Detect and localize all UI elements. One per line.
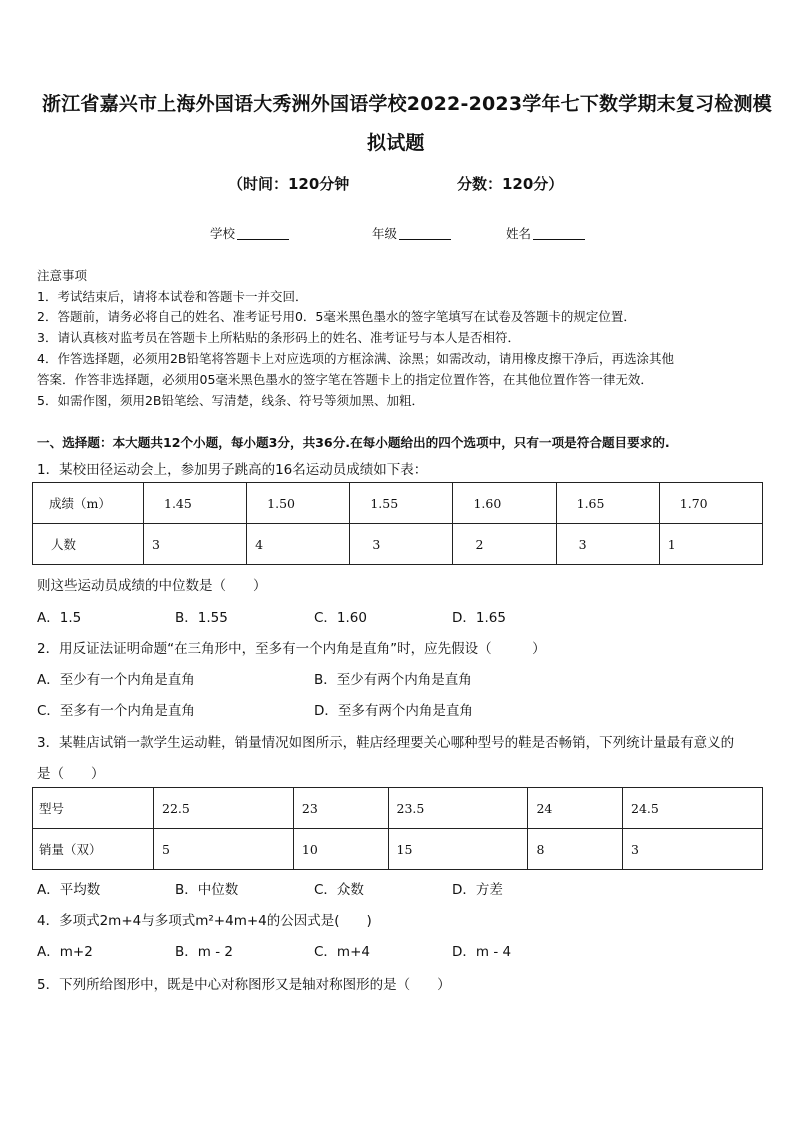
question-3-stem-cont: 是（ ） xyxy=(37,766,105,782)
table-cell: 23 xyxy=(293,788,388,829)
question-1-option-d[interactable]: D．1.65 xyxy=(452,610,506,626)
table-cell: 15 xyxy=(388,829,528,870)
table-cell: 4 xyxy=(247,524,350,565)
notes-heading: 注意事项 xyxy=(37,268,88,283)
question-3-option-c[interactable]: C．众数 xyxy=(314,882,364,898)
exam-score: 分数：120分） xyxy=(457,175,564,193)
table-cell: 人数 xyxy=(33,524,144,565)
section-heading: 一、选择题：本大题共12个小题，每小题3分，共36分.在每小题给出的四个选项中，只有一项是符合题目要求的. xyxy=(37,435,670,450)
table-cell: 3 xyxy=(350,524,453,565)
question-2-option-a[interactable]: A．至少有一个内角是直角 xyxy=(37,672,195,688)
question-3-table xyxy=(32,787,763,870)
question-1-stem: 1．某校田径运动会上，参加男子跳高的16名运动员成绩如下表： xyxy=(37,462,428,478)
table-cell: 1.65 xyxy=(556,483,659,524)
table-cell: 3 xyxy=(144,524,247,565)
table-cell: 1.45 xyxy=(144,483,247,524)
question-1-option-a[interactable]: A．1.5 xyxy=(37,610,82,626)
table-row xyxy=(33,788,763,829)
table-cell: 24 xyxy=(528,788,623,829)
question-1-table xyxy=(32,482,763,565)
table-cell: 1.70 xyxy=(659,483,762,524)
note-item: 2．答题前，请务必将自己的姓名、准考证号用0．5毫米黑色墨水的签字笔填写在试卷及答题卡的规定位置． xyxy=(37,309,636,324)
table-cell: 24.5 xyxy=(623,788,763,829)
table-row xyxy=(33,829,763,870)
note-item: 3．请认真核对监考员在答题卡上所粘贴的条形码上的姓名、准考证号与本人是否相符． xyxy=(37,330,520,345)
question-2-option-c[interactable]: C．至多有一个内角是直角 xyxy=(37,703,195,719)
table-cell: 3 xyxy=(556,524,659,565)
name-blank xyxy=(533,227,585,240)
table-cell: 8 xyxy=(528,829,623,870)
grade-blank xyxy=(399,227,451,240)
question-1-option-c[interactable]: C．1.60 xyxy=(314,610,367,626)
question-4-option-b[interactable]: B．m - 2 xyxy=(175,944,233,960)
table-row xyxy=(33,524,763,565)
note-item: 4．作答选择题，必须用2B铅笔将答题卡上对应选项的方框涂满、涂黑；如需改动，请用橡皮擦干净后，再选涂其他 xyxy=(37,351,674,366)
table-cell: 3 xyxy=(623,829,763,870)
question-3-option-a[interactable]: A．平均数 xyxy=(37,882,101,898)
question-5-stem: 5．下列所给图形中，既是中心对称图形又是轴对称图形的是（ ） xyxy=(37,977,451,993)
exam-time: （时间：120分钟 xyxy=(228,175,350,193)
question-1-option-b[interactable]: B．1.55 xyxy=(175,610,228,626)
grade-label: 年级 xyxy=(372,226,398,241)
school-field xyxy=(210,224,289,242)
question-1-ask: 则这些运动员成绩的中位数是（ ） xyxy=(37,578,267,594)
grade-field xyxy=(372,224,451,242)
table-cell: 1 xyxy=(659,524,762,565)
table-cell: 22.5 xyxy=(154,788,294,829)
question-2-stem: 2．用反证法证明命题“在三角形中，至多有一个内角是直角”时，应先假设（ ） xyxy=(37,641,546,657)
question-2-option-d[interactable]: D．至多有两个内角是直角 xyxy=(314,703,473,719)
note-item: 5．如需作图，须用2B铅笔绘、写清楚，线条、符号等须加黑、加粗． xyxy=(37,393,424,408)
question-4-option-d[interactable]: D．m - 4 xyxy=(452,944,512,960)
question-3-option-b[interactable]: B．中位数 xyxy=(175,882,239,898)
question-4-stem: 4．多项式2m+4与多项式m²+4m+4的公因式是( ) xyxy=(37,913,372,929)
question-3-option-d[interactable]: D．方差 xyxy=(452,882,503,898)
table-cell: 10 xyxy=(293,829,388,870)
table-cell: 1.50 xyxy=(247,483,350,524)
table-cell: 23.5 xyxy=(388,788,528,829)
question-4-option-c[interactable]: C．m+4 xyxy=(314,944,370,960)
school-label: 学校 xyxy=(210,226,236,241)
page-title-line2: 拟试题 xyxy=(367,132,425,154)
table-cell: 型号 xyxy=(33,788,154,829)
table-cell: 1.55 xyxy=(350,483,453,524)
page-title: 浙江省嘉兴市上海外国语大秀洲外国语学校2022-2023学年七下数学期末复习检测模 xyxy=(42,93,772,115)
note-item: 答案．作答非选择题，必须用05毫米黑色墨水的签字笔在答题卡上的指定位置作答，在其他位置作答一律无效． xyxy=(37,372,653,387)
question-2-option-b[interactable]: B．至少有两个内角是直角 xyxy=(314,672,472,688)
question-4-option-a[interactable]: A．m+2 xyxy=(37,944,93,960)
table-row xyxy=(33,483,763,524)
question-3-stem: 3．某鞋店试销一款学生运动鞋，销量情况如图所示，鞋店经理要关心哪种型号的鞋是否畅销，下列统计量最有意义的 xyxy=(37,735,735,751)
note-item: 1．考试结束后，请将本试卷和答题卡一并交回． xyxy=(37,289,308,304)
table-cell: 销量（双） xyxy=(33,829,154,870)
table-cell: 成绩（m） xyxy=(33,483,144,524)
name-label: 姓名 xyxy=(506,226,532,241)
school-blank xyxy=(237,227,289,240)
table-cell: 5 xyxy=(154,829,294,870)
table-cell: 1.60 xyxy=(453,483,556,524)
name-field xyxy=(506,224,585,242)
table-cell: 2 xyxy=(453,524,556,565)
